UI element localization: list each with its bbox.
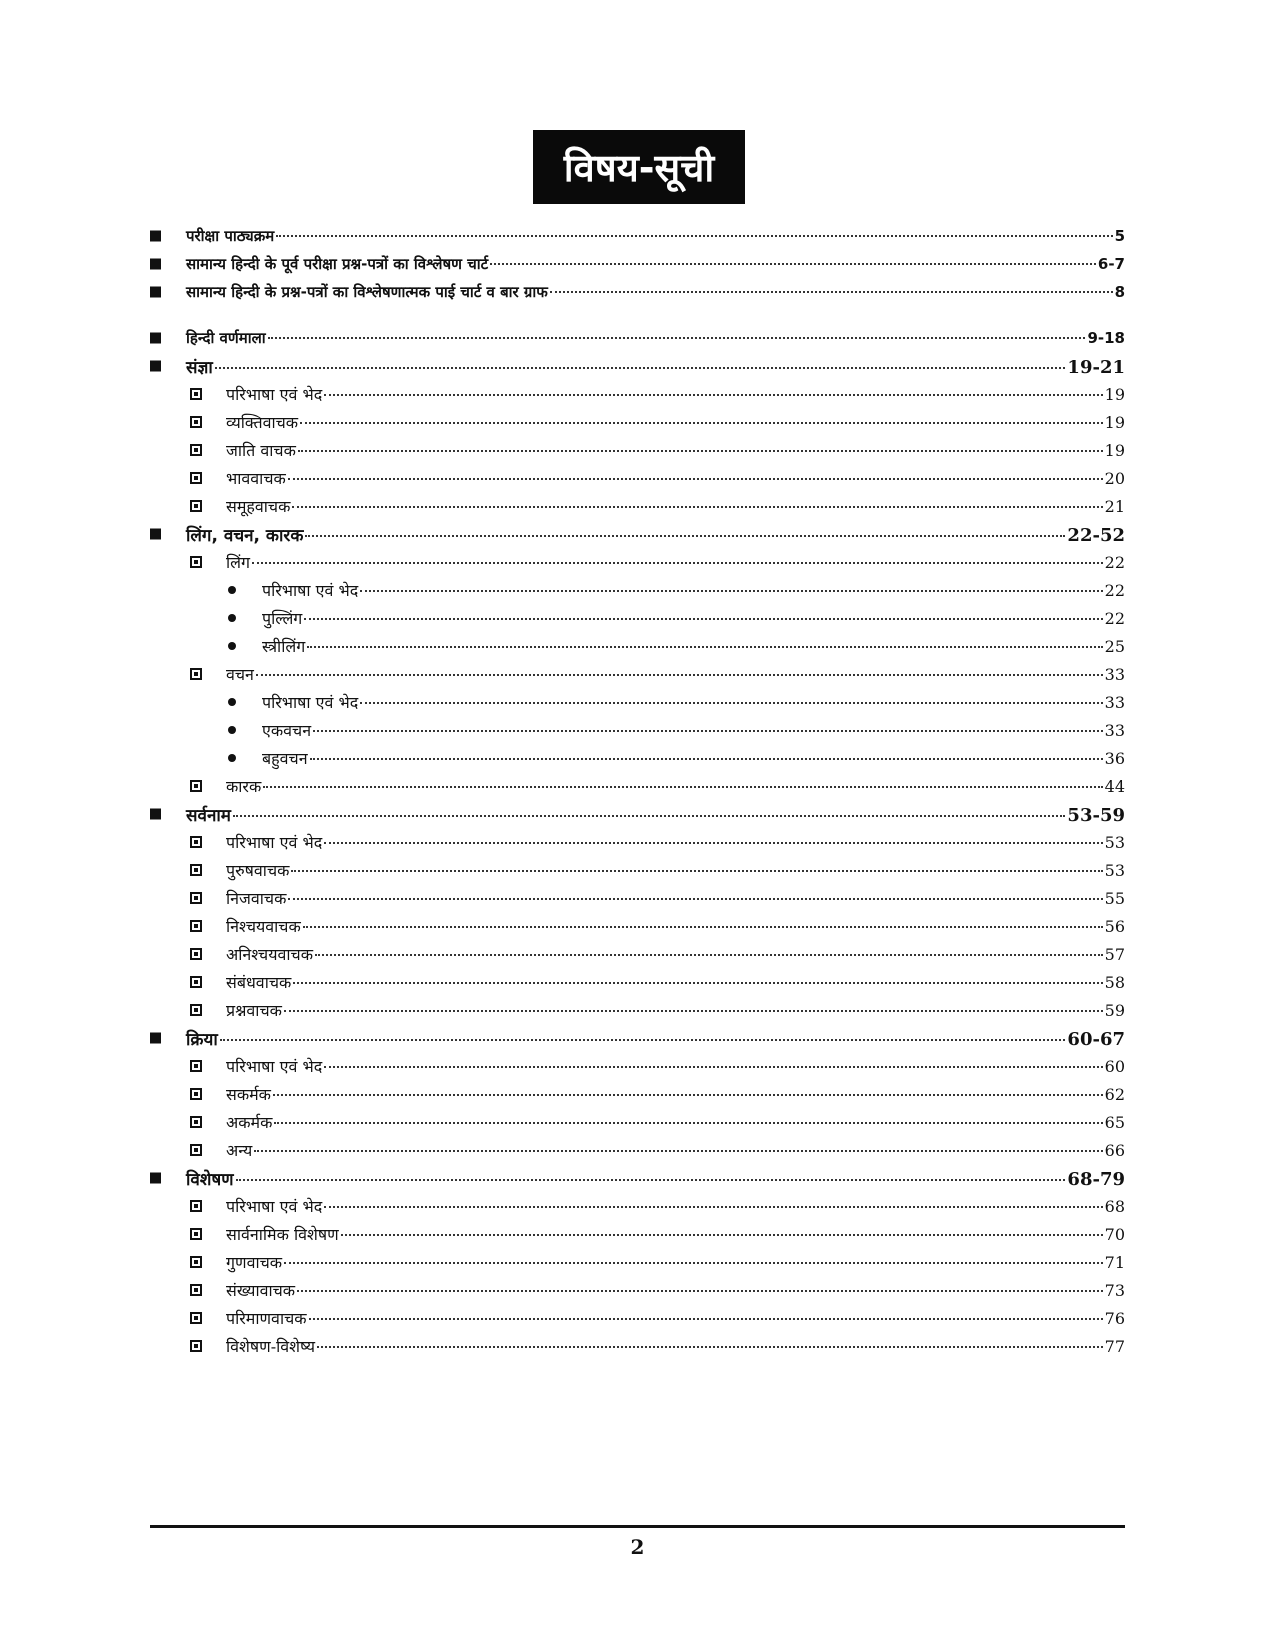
dot-leader <box>274 1122 1102 1124</box>
toc-entry[interactable] <box>150 548 1125 576</box>
hollow-square-bullet-icon <box>190 920 202 932</box>
toc-entry[interactable] <box>150 1164 1125 1192</box>
toc-entry-label: पुरुषवाचक <box>226 861 290 880</box>
toc-entry-label: अकर्मक <box>226 1113 273 1132</box>
toc-entry-label: संबंधवाचक <box>226 973 292 992</box>
round-bullet-icon <box>228 726 236 734</box>
dot-leader <box>215 367 1066 369</box>
section-gap <box>150 306 1125 324</box>
toc-entry-text <box>262 635 1125 657</box>
toc-entry-text <box>226 831 1125 853</box>
hollow-square-bullet-icon <box>190 668 202 680</box>
toc-entry-label: हिन्दी वर्णमाला <box>186 329 266 347</box>
toc-entry-label: जाति वाचक <box>226 441 296 460</box>
dot-leader <box>324 1206 1102 1208</box>
toc-entry[interactable] <box>150 884 1125 912</box>
dot-leader <box>288 478 1103 480</box>
toc-entry-page: 36 <box>1104 749 1125 768</box>
toc-entry-label: अनिश्चयवाचक <box>226 945 313 964</box>
toc-entry[interactable] <box>150 968 1125 996</box>
toc-entry-page: 71 <box>1104 1253 1125 1272</box>
toc-entry[interactable] <box>150 1248 1125 1276</box>
toc-entry[interactable] <box>150 1052 1125 1080</box>
toc-entry-page: 53 <box>1104 861 1125 880</box>
dot-leader <box>341 1234 1103 1236</box>
toc-entry[interactable] <box>150 352 1125 380</box>
toc-entry[interactable] <box>150 1136 1125 1164</box>
toc-entry-text <box>226 383 1125 405</box>
hollow-square-bullet-icon <box>190 444 202 456</box>
toc-entry[interactable] <box>150 1276 1125 1304</box>
dot-leader <box>490 263 1096 265</box>
hollow-square-bullet-icon <box>190 836 202 848</box>
toc-entry-page: 21 <box>1104 497 1125 516</box>
toc-entry-page: 33 <box>1104 721 1125 740</box>
toc-entry-label: क्रिया <box>186 1029 218 1050</box>
dot-leader <box>291 870 1102 872</box>
hollow-square-bullet-icon <box>190 780 202 792</box>
dot-leader <box>315 954 1103 956</box>
dot-leader <box>309 1318 1103 1320</box>
toc-entry-text <box>226 1279 1125 1301</box>
table-of-contents <box>150 222 1125 1360</box>
toc-entry-label: विशेषण <box>186 1169 234 1190</box>
filled-square-bullet-icon <box>150 361 161 372</box>
toc-entry-page: 5 <box>1114 227 1125 245</box>
dot-leader <box>324 1066 1102 1068</box>
toc-entry[interactable] <box>150 828 1125 856</box>
toc-entry-label: सामान्य हिन्दी के प्रश्न-पत्रों का विश्लेषणात्मक पाई चार्ट व बार ग्राफ <box>186 283 548 301</box>
toc-entry-label: कारक <box>226 777 262 796</box>
dot-leader <box>236 1179 1066 1181</box>
toc-entry-text <box>226 971 1125 993</box>
toc-entry-page: 33 <box>1104 665 1125 684</box>
toc-entry-page: 68-79 <box>1067 1168 1125 1190</box>
toc-entry-label: परिभाषा एवं भेद <box>226 833 323 852</box>
toc-entry-label: पुल्लिंग <box>262 609 303 628</box>
toc-entry-text <box>226 1083 1125 1105</box>
hollow-square-bullet-icon <box>190 416 202 428</box>
hollow-square-bullet-icon <box>190 1088 202 1100</box>
toc-entry-page: 22 <box>1104 609 1125 628</box>
toc-entry-text <box>186 328 1125 348</box>
toc-entry-text <box>262 607 1125 629</box>
toc-entry-text <box>226 859 1125 881</box>
toc-entry[interactable] <box>150 520 1125 548</box>
toc-entry-label: परिभाषा एवं भेद <box>226 1197 323 1216</box>
toc-entry-page: 53-59 <box>1067 804 1125 826</box>
filled-square-bullet-icon <box>150 1033 161 1044</box>
dot-leader <box>360 702 1102 704</box>
toc-entry-text <box>226 775 1125 797</box>
toc-entry-label: लिंग, वचन, कारक <box>186 525 304 546</box>
dot-leader <box>293 982 1102 984</box>
toc-entry-text <box>186 226 1125 246</box>
dot-leader <box>256 674 1103 676</box>
toc-entry-label: बहुवचन <box>262 749 308 768</box>
toc-entry-page: 65 <box>1104 1113 1125 1132</box>
toc-entry-page: 77 <box>1104 1337 1125 1356</box>
filled-square-bullet-icon <box>150 333 161 344</box>
toc-entry[interactable] <box>150 660 1125 688</box>
toc-entry-text <box>226 1111 1125 1133</box>
filled-square-bullet-icon <box>150 259 161 270</box>
toc-entry-label: परिभाषा एवं भेद <box>226 385 323 404</box>
toc-entry[interactable] <box>150 1220 1125 1248</box>
hollow-square-bullet-icon <box>190 948 202 960</box>
dot-leader <box>288 898 1102 900</box>
toc-entry-page: 68 <box>1104 1197 1125 1216</box>
toc-entry-label: परिमाणवाचक <box>226 1309 307 1328</box>
toc-entry-page: 19 <box>1104 413 1125 432</box>
toc-entry[interactable] <box>150 1304 1125 1332</box>
dot-leader <box>313 730 1103 732</box>
hollow-square-bullet-icon <box>190 1256 202 1268</box>
dot-leader <box>276 235 1112 237</box>
hollow-square-bullet-icon <box>190 1312 202 1324</box>
dot-leader <box>310 758 1103 760</box>
filled-square-bullet-icon <box>150 809 161 820</box>
toc-entry-text <box>226 887 1125 909</box>
toc-entry-label: संख्यावाचक <box>226 1281 296 1300</box>
toc-entry-label: स्त्रीलिंग <box>262 637 306 656</box>
dot-leader <box>284 1010 1103 1012</box>
dot-leader <box>298 450 1103 452</box>
toc-entry[interactable] <box>150 380 1125 408</box>
toc-entry-page: 20 <box>1104 469 1125 488</box>
toc-entry-page: 25 <box>1104 637 1125 656</box>
toc-entry-page: 44 <box>1104 777 1125 796</box>
toc-entry-text <box>226 663 1125 685</box>
dot-leader <box>550 291 1113 293</box>
toc-entry-text <box>226 1335 1125 1357</box>
toc-entry[interactable] <box>150 996 1125 1024</box>
hollow-square-bullet-icon <box>190 1116 202 1128</box>
toc-entry-label: एकवचन <box>262 721 312 740</box>
toc-entry[interactable] <box>150 1108 1125 1136</box>
toc-entry[interactable] <box>150 1080 1125 1108</box>
toc-entry-label: निश्चयवाचक <box>226 917 301 936</box>
toc-entry-page: 56 <box>1104 917 1125 936</box>
toc-entry-page: 62 <box>1104 1085 1125 1104</box>
toc-entry-label: परिभाषा एवं भेद <box>262 693 359 712</box>
filled-square-bullet-icon <box>150 231 161 242</box>
toc-entry-text <box>226 1307 1125 1329</box>
dot-leader <box>324 842 1102 844</box>
toc-entry[interactable] <box>150 856 1125 884</box>
toc-entry-label: गुणवाचक <box>226 1253 283 1272</box>
filled-square-bullet-icon <box>150 287 161 298</box>
toc-entry-page: 58 <box>1104 973 1125 992</box>
toc-entry-text <box>226 943 1125 965</box>
toc-entry-text <box>186 1027 1125 1050</box>
toc-entry-page: 60-67 <box>1067 1028 1125 1050</box>
toc-entry-page: 22 <box>1104 553 1125 572</box>
toc-entry[interactable] <box>150 912 1125 940</box>
toc-entry-text <box>186 803 1125 826</box>
toc-entry[interactable] <box>150 716 1125 744</box>
toc-entry-page: 59 <box>1104 1001 1125 1020</box>
toc-entry[interactable] <box>150 278 1125 306</box>
page-title: विषय-सूची <box>533 130 745 204</box>
dot-leader <box>317 1346 1103 1348</box>
toc-entry-text <box>226 1055 1125 1077</box>
toc-entry[interactable] <box>150 744 1125 772</box>
toc-entry[interactable] <box>150 324 1125 352</box>
hollow-square-bullet-icon <box>190 556 202 568</box>
page-number: 2 <box>630 1535 645 1559</box>
hollow-square-bullet-icon <box>190 892 202 904</box>
toc-entry[interactable] <box>150 772 1125 800</box>
dot-leader <box>300 422 1103 424</box>
toc-entry-page: 60 <box>1104 1057 1125 1076</box>
toc-entry-page: 19 <box>1104 441 1125 460</box>
hollow-square-bullet-icon <box>190 1200 202 1212</box>
footer-divider <box>150 1525 1125 1528</box>
dot-leader <box>304 618 1102 620</box>
toc-entry[interactable] <box>150 1332 1125 1360</box>
toc-entry-page: 9-18 <box>1087 329 1125 347</box>
toc-entry-page: 55 <box>1104 889 1125 908</box>
dot-leader <box>297 1290 1103 1292</box>
toc-entry-text <box>226 495 1125 517</box>
toc-entry-label: परिभाषा एवं भेद <box>226 1057 323 1076</box>
hollow-square-bullet-icon <box>190 1060 202 1072</box>
hollow-square-bullet-icon <box>190 472 202 484</box>
toc-entry[interactable] <box>150 576 1125 604</box>
hollow-square-bullet-icon <box>190 1340 202 1352</box>
toc-entry[interactable] <box>150 604 1125 632</box>
toc-entry[interactable] <box>150 222 1125 250</box>
toc-entry-text <box>186 254 1125 274</box>
dot-leader <box>360 590 1102 592</box>
toc-entry-text <box>226 439 1125 461</box>
toc-entry-label: अन्य <box>226 1141 253 1160</box>
hollow-square-bullet-icon <box>190 500 202 512</box>
round-bullet-icon <box>228 614 236 622</box>
dot-leader <box>263 786 1102 788</box>
filled-square-bullet-icon <box>150 529 161 540</box>
toc-entry-text <box>226 915 1125 937</box>
toc-entry-text <box>186 282 1125 302</box>
toc-entry-label: सकर्मक <box>226 1085 271 1104</box>
hollow-square-bullet-icon <box>190 864 202 876</box>
dot-leader <box>324 394 1102 396</box>
toc-entry-page: 22 <box>1104 581 1125 600</box>
dot-leader <box>292 506 1102 508</box>
toc-entry[interactable] <box>150 436 1125 464</box>
toc-entry-text <box>226 1251 1125 1273</box>
dot-leader <box>284 1262 1103 1264</box>
toc-entry[interactable] <box>150 408 1125 436</box>
dot-leader <box>220 1039 1066 1041</box>
toc-entry[interactable] <box>150 800 1125 828</box>
dot-leader <box>303 926 1103 928</box>
toc-entry[interactable] <box>150 1192 1125 1220</box>
toc-entry-label: सामान्य हिन्दी के पूर्व परीक्षा प्रश्न-पत्रों का विश्लेषण चार्ट <box>186 255 489 273</box>
filled-square-bullet-icon <box>150 1173 161 1184</box>
toc-entry-page: 6-7 <box>1097 255 1125 273</box>
toc-entry-page: 76 <box>1104 1309 1125 1328</box>
toc-entry-label: वचन <box>226 665 254 684</box>
toc-entry-page: 33 <box>1104 693 1125 712</box>
toc-entry-text <box>186 1167 1125 1190</box>
toc-entry-text <box>226 1223 1125 1245</box>
round-bullet-icon <box>228 642 236 650</box>
toc-entry-text <box>186 355 1125 378</box>
toc-entry-text <box>262 691 1125 713</box>
dot-leader <box>233 815 1065 817</box>
toc-entry-label: सार्वनामिक विशेषण <box>226 1225 339 1244</box>
toc-entry-page: 66 <box>1104 1141 1125 1160</box>
toc-entry-label: संज्ञा <box>186 357 213 378</box>
toc-entry-text <box>226 999 1125 1021</box>
dot-leader <box>307 646 1102 648</box>
toc-entry-page: 73 <box>1104 1281 1125 1300</box>
toc-entry-label: भाववाचक <box>226 469 286 488</box>
toc-entry-page: 57 <box>1104 945 1125 964</box>
toc-entry-label: परीक्षा पाठ्यक्रम <box>186 227 275 245</box>
hollow-square-bullet-icon <box>190 1004 202 1016</box>
toc-entry-label: समूहवाचक <box>226 497 291 516</box>
toc-entry-text <box>226 551 1125 573</box>
toc-entry-text <box>226 467 1125 489</box>
hollow-square-bullet-icon <box>190 1144 202 1156</box>
hollow-square-bullet-icon <box>190 976 202 988</box>
dot-leader <box>254 1150 1102 1152</box>
toc-entry[interactable] <box>150 688 1125 716</box>
toc-entry-label: लिंग <box>226 553 251 572</box>
toc-entry-page: 8 <box>1114 283 1125 301</box>
toc-entry[interactable] <box>150 464 1125 492</box>
dot-leader <box>273 1094 1103 1096</box>
toc-entry-label: परिभाषा एवं भेद <box>262 581 359 600</box>
dot-leader <box>305 535 1065 537</box>
dot-leader <box>252 562 1103 564</box>
toc-entry[interactable] <box>150 250 1125 278</box>
toc-entry-label: निजवाचक <box>226 889 287 908</box>
toc-entry-page: 19 <box>1104 385 1125 404</box>
hollow-square-bullet-icon <box>190 1228 202 1240</box>
toc-entry-label: सर्वनाम <box>186 805 231 826</box>
toc-entry-text <box>186 523 1125 546</box>
hollow-square-bullet-icon <box>190 388 202 400</box>
toc-entry[interactable] <box>150 492 1125 520</box>
toc-entry-label: विशेषण-विशेष्य <box>226 1337 316 1356</box>
toc-entry-page: 70 <box>1104 1225 1125 1244</box>
dot-leader <box>268 337 1086 339</box>
toc-entry-page: 19-21 <box>1067 356 1125 378</box>
toc-entry-page: 22-52 <box>1067 524 1125 546</box>
toc-entry-text <box>226 1139 1125 1161</box>
toc-entry-text <box>262 579 1125 601</box>
toc-entry-text <box>226 411 1125 433</box>
toc-entry-text <box>262 747 1125 769</box>
toc-entry-label: प्रश्नवाचक <box>226 1001 282 1020</box>
toc-entry-page: 53 <box>1104 833 1125 852</box>
round-bullet-icon <box>228 754 236 762</box>
round-bullet-icon <box>228 586 236 594</box>
toc-entry[interactable] <box>150 940 1125 968</box>
hollow-square-bullet-icon <box>190 1284 202 1296</box>
round-bullet-icon <box>228 698 236 706</box>
toc-entry-text <box>262 719 1125 741</box>
toc-entry-text <box>226 1195 1125 1217</box>
toc-entry[interactable] <box>150 1024 1125 1052</box>
toc-entry[interactable] <box>150 632 1125 660</box>
toc-entry-label: व्यक्तिवाचक <box>226 413 299 432</box>
